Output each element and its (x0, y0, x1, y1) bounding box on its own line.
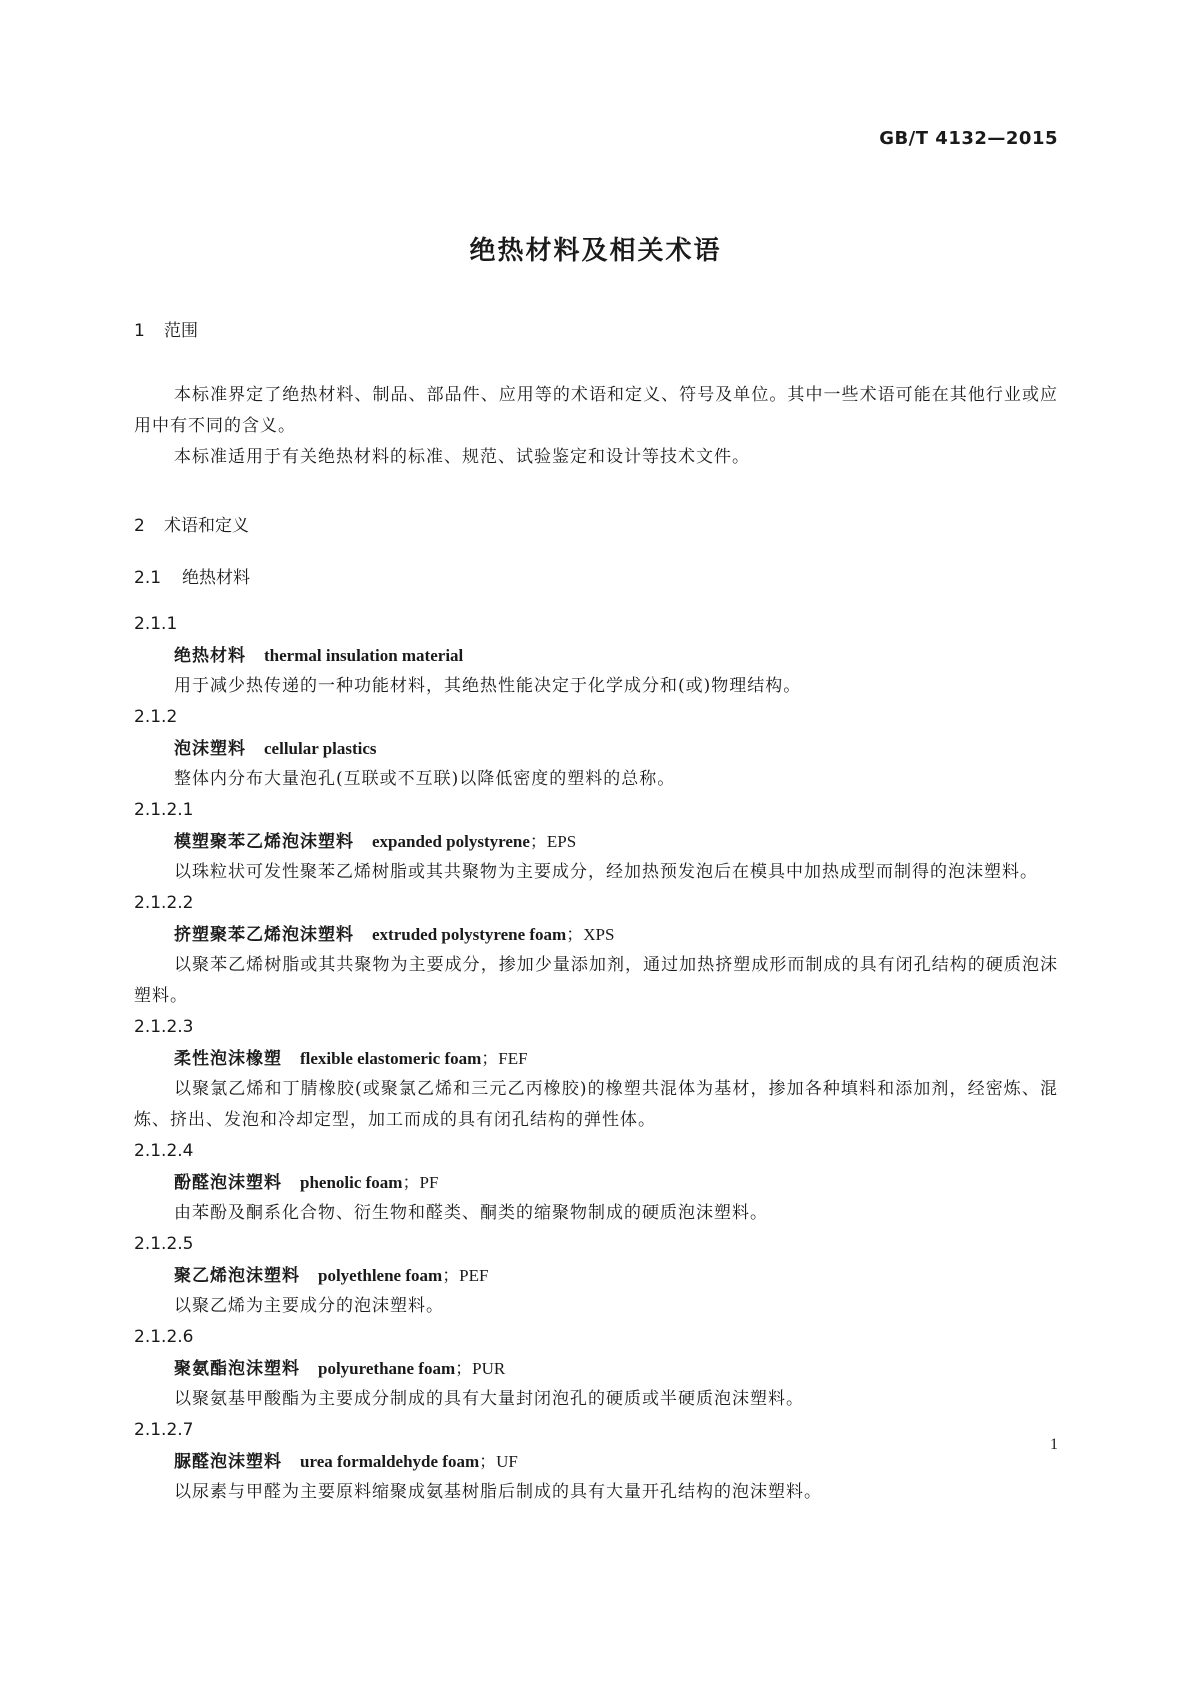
term-definition: 以尿素与甲醛为主要原料缩聚成氨基树脂后制成的具有大量开孔结构的泡沫塑料。 (174, 1482, 822, 1502)
term-name (134, 1167, 1058, 1198)
spacer (134, 539, 1058, 565)
document-title: 绝热材料及相关术语 (469, 236, 722, 266)
term-entry (134, 1229, 1058, 1322)
term-definition: 以聚苯乙烯树脂或其共聚物为主要成分，掺加少量添加剂，通过加热挤塑成形而制成的具有闭孔结构的硬质泡沫塑料。 (134, 955, 1058, 1006)
term-definition: 以聚氯乙烯和丁腈橡胶(或聚氯乙烯和三元乙丙橡胶)的橡塑共混体为基材，掺加各种填料和添加剂，经密炼、混炼、挤出、发泡和冷却定型，加工而成的具有闭孔结构的弹性体。 (134, 1079, 1058, 1130)
term-zh: 模塑聚苯乙烯泡沫塑料 (174, 832, 354, 852)
term-definition: 以珠粒状可发性聚苯乙烯树脂或其共聚物为主要成分，经加热预发泡后在模具中加热成型而制得的泡沫塑料。 (174, 862, 1038, 882)
term-abbr: ；EPS (529, 832, 577, 851)
term-number: 2.1.1 (134, 614, 178, 634)
subsection-title: 绝热材料 (182, 568, 250, 588)
term-definition: 以聚乙烯为主要成分的泡沫塑料。 (174, 1296, 444, 1316)
term-number: 2.1.2.7 (134, 1420, 194, 1440)
standard-number: GB/T 4132—2015 (879, 128, 1058, 149)
term-entry (134, 1136, 1058, 1229)
term-name (134, 1446, 1058, 1477)
term-name (134, 733, 1058, 764)
term-abbr: ；FEF (481, 1049, 528, 1068)
term-definition: 用于减少热传递的一种功能材料，其绝热性能决定于化学成分和(或)物理结构。 (174, 676, 802, 696)
term-number: 2.1.2 (134, 707, 178, 727)
term-name (134, 1043, 1058, 1074)
term-name (134, 919, 1058, 950)
term-name (134, 640, 1058, 671)
term-zh: 聚乙烯泡沫塑料 (174, 1266, 300, 1286)
term-number: 2.1.2.4 (134, 1141, 194, 1161)
term-en: urea formaldehyde foam (300, 1452, 480, 1471)
term-zh: 聚氨酯泡沫塑料 (174, 1359, 300, 1379)
term-abbr: ；PEF (442, 1266, 489, 1285)
term-abbr: ；PF (402, 1173, 439, 1192)
term-definition: 以聚氨基甲酸酯为主要成分制成的具有大量封闭泡孔的硬质或半硬质泡沫塑料。 (174, 1389, 804, 1409)
term-number: 2.1.2.3 (134, 1017, 194, 1037)
subsection-heading (134, 565, 1058, 591)
term-zh: 脲醛泡沫塑料 (174, 1452, 282, 1472)
term-list (134, 609, 1058, 1508)
term-name (134, 826, 1058, 857)
term-number: 2.1.2.5 (134, 1234, 194, 1254)
scope-paragraph: 本标准界定了绝热材料、制品、部品件、应用等的术语和定义、符号及单位。其中一些术语可能在其他行业或应用中有不同的含义。 (134, 385, 1058, 436)
section-heading-terms (134, 513, 1058, 539)
section-heading-scope (134, 318, 1058, 344)
term-entry (134, 1012, 1058, 1136)
page-number: 1 (1050, 1436, 1058, 1453)
term-zh: 柔性泡沫橡塑 (174, 1049, 282, 1069)
term-name (134, 1260, 1058, 1291)
term-abbr: ；XPS (566, 925, 615, 944)
term-entry (134, 1322, 1058, 1415)
term-en: extruded polystyrene foam (372, 925, 567, 944)
term-en: cellular plastics (264, 739, 377, 758)
term-abbr: ；UF (479, 1452, 518, 1471)
scope-paragraph: 本标准适用于有关绝热材料的标准、规范、试验鉴定和设计等技术文件。 (174, 447, 750, 467)
term-definition: 整体内分布大量泡孔(互联或不互联)以降低密度的塑料的总称。 (174, 769, 676, 789)
term-abbr: ；PUR (455, 1359, 506, 1378)
term-number: 2.1.2.2 (134, 893, 194, 913)
term-entry (134, 888, 1058, 1012)
term-zh: 挤塑聚苯乙烯泡沫塑料 (174, 925, 354, 945)
term-zh: 酚醛泡沫塑料 (174, 1173, 282, 1193)
term-en: flexible elastomeric foam (300, 1049, 482, 1068)
term-entry (134, 1415, 1058, 1508)
term-en: polyurethane foam (318, 1359, 456, 1378)
section-number: 2 (134, 516, 145, 536)
subsection-number: 2.1 (134, 568, 162, 588)
term-en: expanded polystyrene (372, 832, 530, 851)
term-name (134, 1353, 1058, 1384)
section-number: 1 (134, 321, 145, 341)
term-number: 2.1.2.6 (134, 1327, 194, 1347)
spacer (134, 473, 1058, 513)
document-body (134, 318, 1058, 1508)
section-title: 范围 (164, 321, 198, 341)
section-title: 术语和定义 (164, 516, 249, 536)
term-zh: 泡沫塑料 (174, 739, 246, 759)
term-en: phenolic foam (300, 1173, 403, 1192)
spacer (134, 591, 1058, 609)
term-definition: 由苯酚及酮系化合物、衍生物和醛类、酮类的缩聚物制成的硬质泡沫塑料。 (174, 1203, 768, 1223)
term-zh: 绝热材料 (174, 646, 246, 666)
term-en: thermal insulation material (264, 646, 464, 665)
term-entry (134, 702, 1058, 795)
term-number: 2.1.2.1 (134, 800, 194, 820)
term-en: polyethlene foam (318, 1266, 443, 1285)
spacer (134, 344, 1058, 380)
term-entry (134, 795, 1058, 888)
term-entry (134, 609, 1058, 702)
